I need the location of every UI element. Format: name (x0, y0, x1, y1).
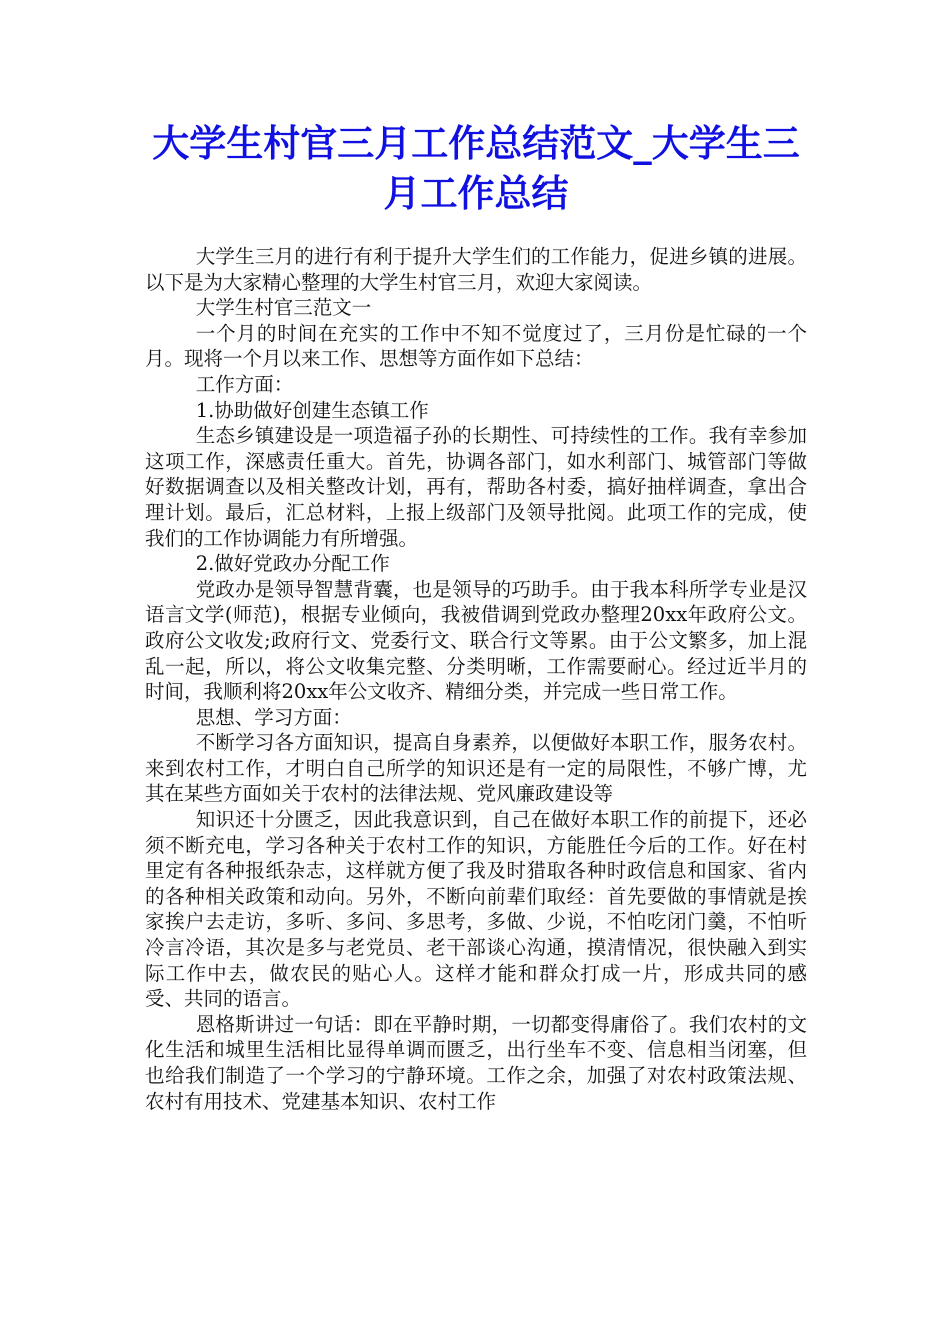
paragraph-overview: 一个月的时间在充实的工作中不知不觉度过了，三月份是忙碌的一个月。现将一个月以来工作、思想等方面作如下总结： (145, 321, 807, 371)
paragraph-eco-town: 生态乡镇建设是一项造福子孙的长期性、可持续性的工作。我有幸参加这项工作，深感责任重大。首先，协调各部门，如水利部门、城管部门等做好数据调查以及相关整改计划，再有，帮助各村委，搞好抽样调查，拿出合理计划。最后，汇总材料，上报上级部门及领导批阅。此项工作的完成，使我们的工作协调能力有所增强。 (145, 424, 807, 550)
paragraph-sample-heading: 大学生村官三范文一 (195, 296, 372, 320)
paragraph-study-2: 知识还十分匮乏，因此我意识到，自己在做好本职工作的前提下，还必须不断充电，学习各种关于农村工作的知识，方能胜任今后的工作。好在村里定有各种报纸杂志，这样就方便了我及时猎取各种时政信息和国家、省内的各种相关政策和动向。另外，不断向前辈们取经：首先要做的事情就是挨家挨户去走访，多听、多问、多思考，多做、少说，不怕吃闭门羹，不怕听冷言冷语，其次是多与老党员、老干部谈心沟通，摸清情况，很快融入到实际工作中去，做农民的贴心人。这样才能和群众打成一片，形成共同的感受、共同的语言。 (145, 808, 807, 1011)
paragraph-engels: 恩格斯讲过一句话：即在平静时期，一切都变得庸俗了。我们农村的文化生活和城里生活相比显得单调而匮乏，出行坐车不变、信息相当闭塞，但也给我们制造了一个学习的宁静环境。工作之余，加强了对农村政策法规、农村有用技术、党建基本知识、农村工作 (145, 1012, 807, 1113)
subheading-party-office: 2.做好党政办分配工作 (195, 552, 390, 576)
subheading-eco-town: 1.协助做好创建生态镇工作 (195, 398, 429, 422)
document-page (145, 118, 807, 1114)
paragraph-study-1: 不断学习各方面知识，提高自身素养，以便做好本职工作，服务农村。来到农村工作，才明白自己所学的知识还是有一定的局限性，不够广博，尤其在某些方面如关于农村的法律法规、党风廉政建设等 (145, 731, 807, 806)
document-body (145, 244, 807, 1114)
paragraph-intro: 大学生三月的进行有利于提升大学生们的工作能力，促进乡镇的进展。以下是为大家精心整理的大学生村官三月，欢迎大家阅读。 (145, 245, 807, 294)
paragraph-party-office: 党政办是领导智慧背囊，也是领导的巧助手。由于我本科所学专业是汉语言文学(师范)，根据专业倾向，我被借调到党政办整理20xx年政府公文。政府公文收发;政府行文、党委行文、联合行文等累。由于公文繁多，加上混乱一起，所以，将公文收集完整、分类明晰，工作需要耐心。经过近半月的时间，我顺利将20xx年公文收齐、精细分类，并完成一些日常工作。 (145, 577, 807, 704)
document-title: 大学生村官三月工作总结范文_大学生三月工作总结 (152, 121, 800, 215)
section-heading-work: 工作方面： (195, 372, 294, 396)
section-heading-study: 思想、学习方面： (195, 705, 352, 729)
